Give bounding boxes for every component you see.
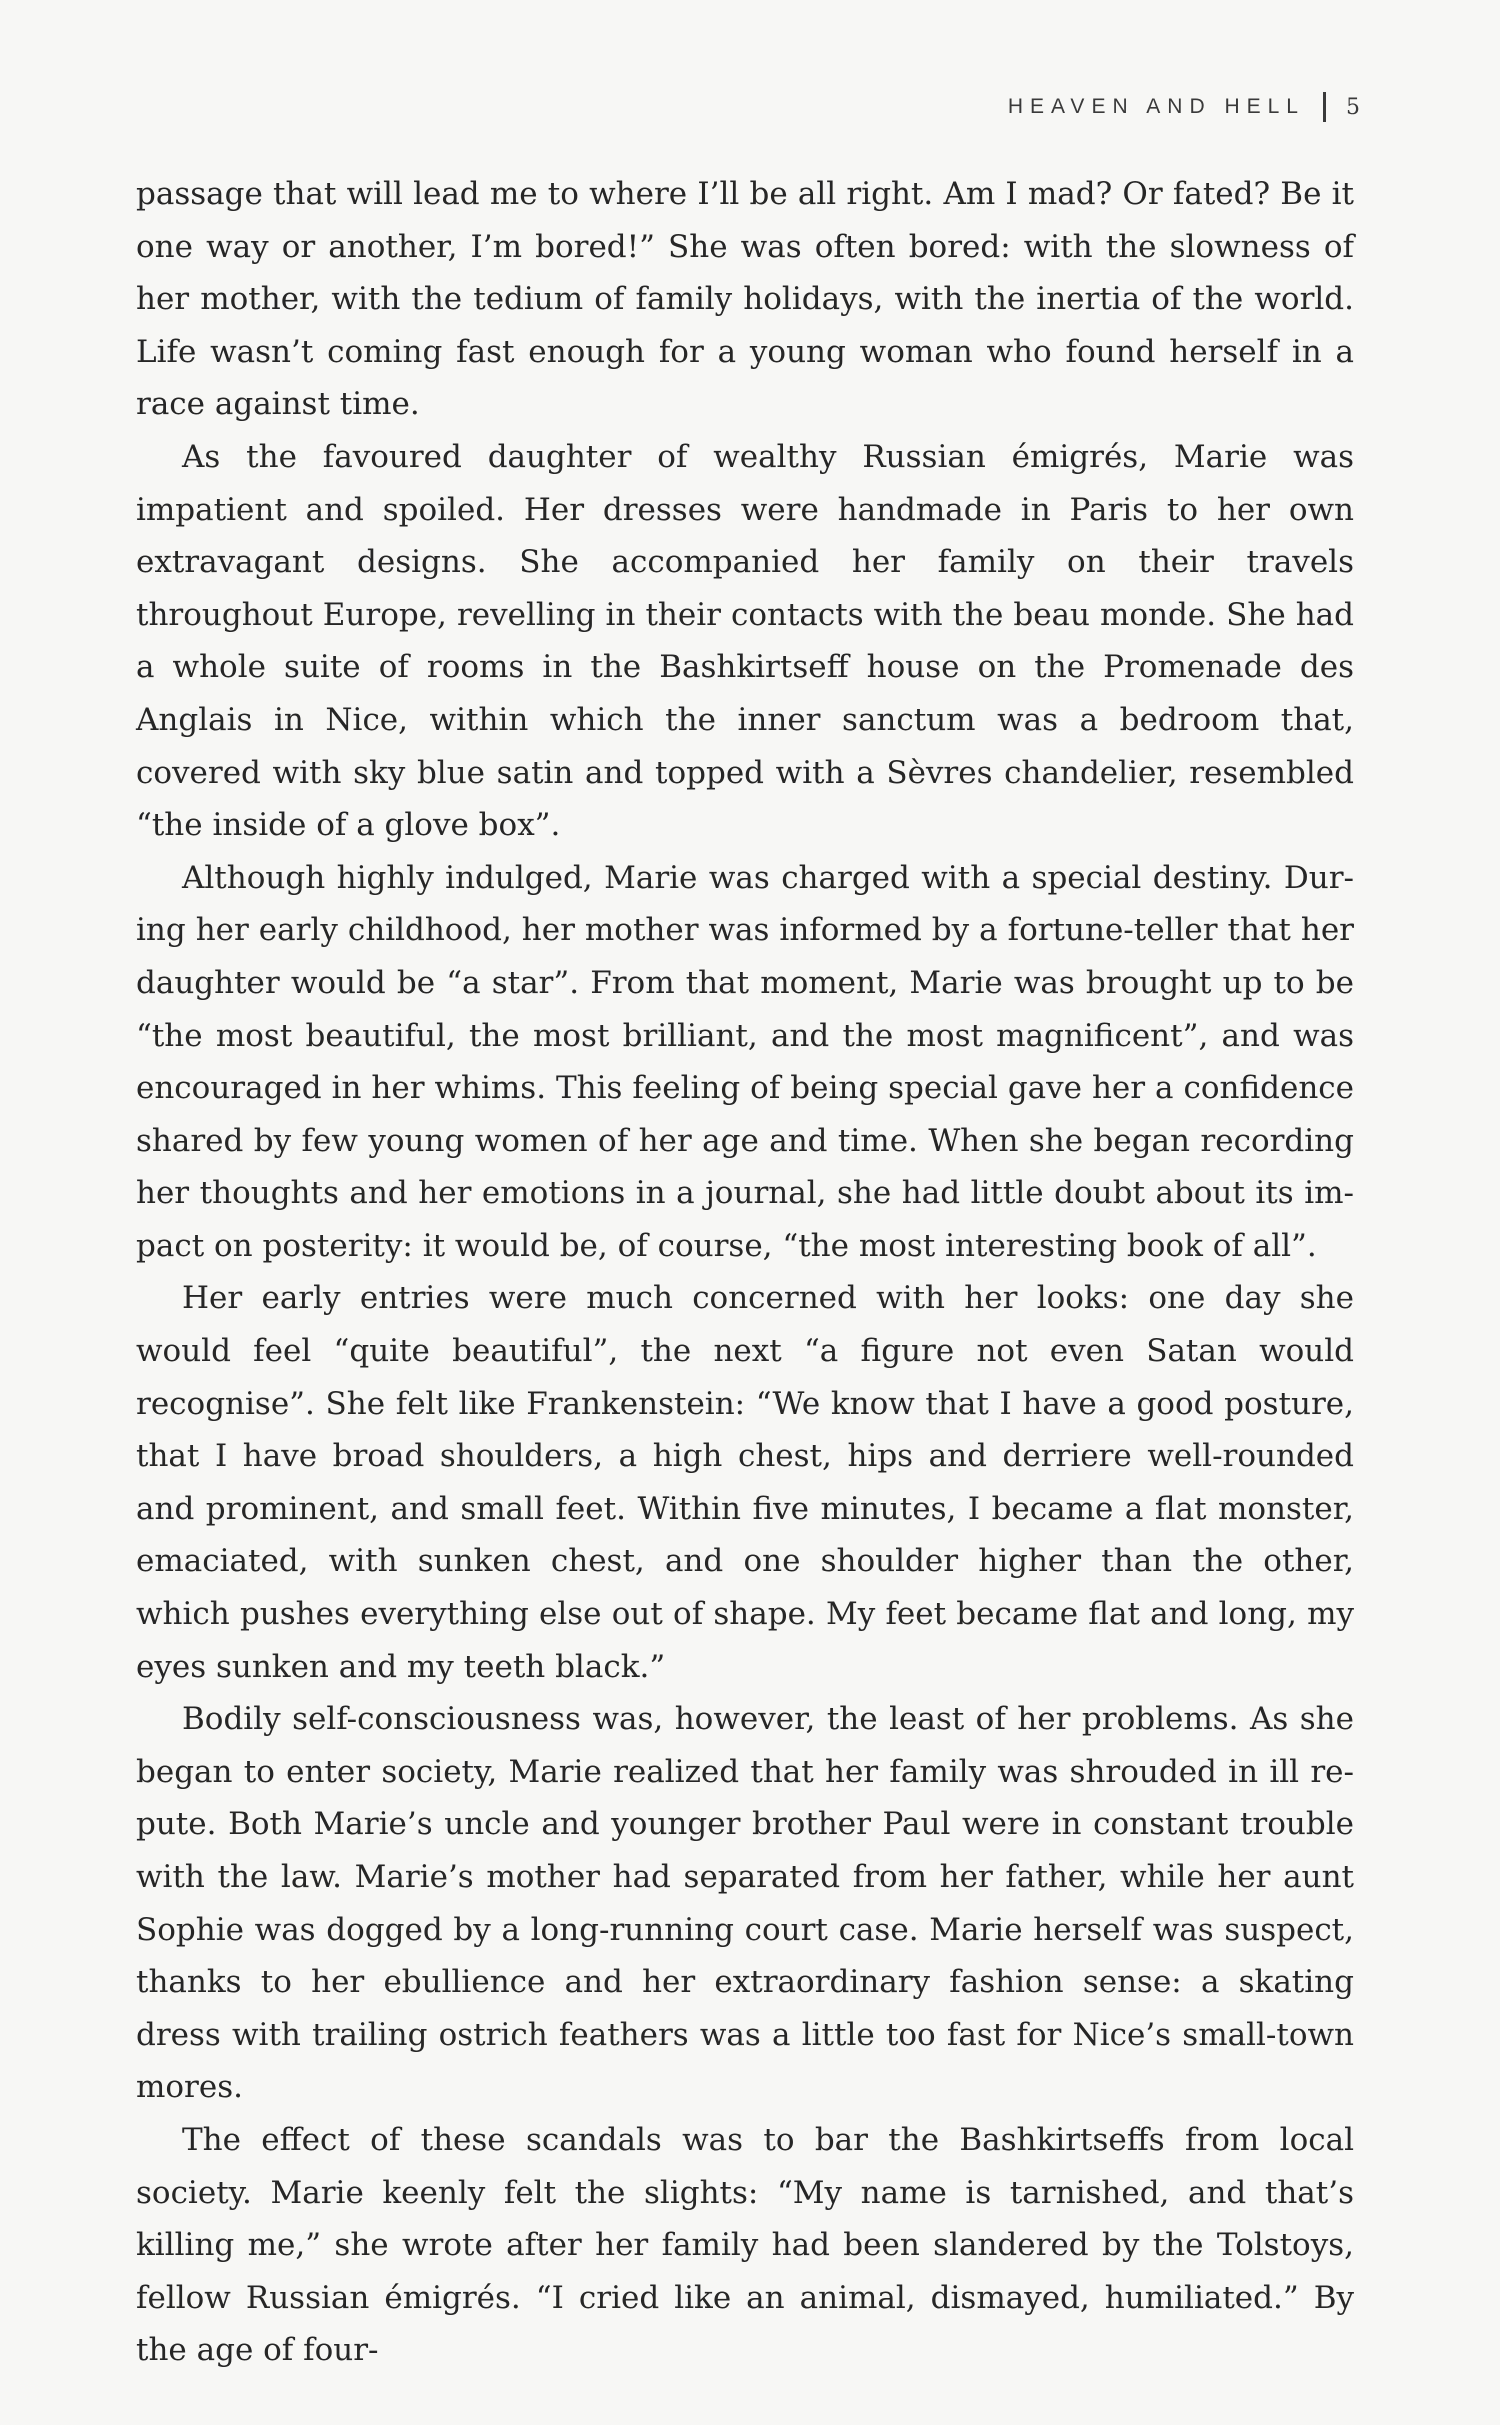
paragraph: Although highly indulged, Marie was charged with a special destiny. During her early childhood, her mother was informed by a fortune-teller that her daughter would be “a star”. From that moment, Marie was brought up to be “the most beautiful, the most brilliant, and the most magnificent”, and was encouraged in her whims. This feeling of being special gave her a confidence shared by few young women of her age and time. When she began recording her thoughts and her emotions in a journal, she had little doubt about its impact on posterity: it would be, of course, “the most interesting book of all”. [136,859,1354,1264]
page-number: 5 [1346,94,1360,120]
paragraph-continued: passage that will lead me to where I’ll be all right. Am I mad? Or fated? Be it one way or another, I’m bored!” She was often bored: with the slowness of her mother, with the tedium of family holidays, with the inertia of the world. Life wasn’t coming fast enough for a young woman who found herself in a race against time. [136,176,1354,423]
header-divider [1323,92,1326,122]
paragraph: Bodily self-consciousness was, however, the least of her problems. As she began to enter society, Marie realized that her family was shrouded in ill repute. Both Marie’s uncle and younger brother Paul were in constant trouble with the law. Marie’s mother had separated from her father, while her aunt Sophie was dogged by a long-running court case. Marie herself was suspect, thanks to her ebullience and her extraordinary fashion sense: a skating dress with trailing ostrich feathers was a little too fast for Nice’s small-town mores. [136,1701,1354,2106]
paragraph: The effect of these scandals was to bar the Bashkirtseffs from local society. Marie keenly felt the slights: “My name is tarnished, and that’s killing me,” she wrote after her family had been slandered by the Tolstoys, fellow Russian émigrés. “I cried like an animal, dismayed, humiliated.” By the age of four- [136,2121,1354,2369]
paragraph: Her early entries were much concerned with her looks: one day she would feel “quite beautiful”, the next “a figure not even Satan would recognise”. She felt like Frankenstein: “We know that I have a good posture, that I have broad shoulders, a high chest, hips and derriere well-rounded and prominent, and small feet. Within five minutes, I became a flat monster, emaciated, with sunken chest, and one shoulder higher than the other, which pushes everything else out of shape. My feet became flat and long, my eyes sunken and my teeth black.” [136,1280,1354,1685]
body-text [136,168,1354,2377]
running-head: HEAVEN AND HELL [1007,95,1305,118]
paragraph: As the favoured daughter of wealthy Russian émigrés, Marie was impatient and spoiled. Her dresses were handmade in Paris to her own extravagant designs. She accompanied her family on their travels throughout Europe, revelling in their contacts with the beau monde. She had a whole suite of rooms in the Bashkirtseff house on the Promenade des Anglais in Nice, within which the inner sanctum was a bedroom that, covered with sky blue satin and topped with a Sèvres chandelier, resembled “the inside of a glove box”. [136,438,1354,844]
page-header [1008,92,1360,122]
